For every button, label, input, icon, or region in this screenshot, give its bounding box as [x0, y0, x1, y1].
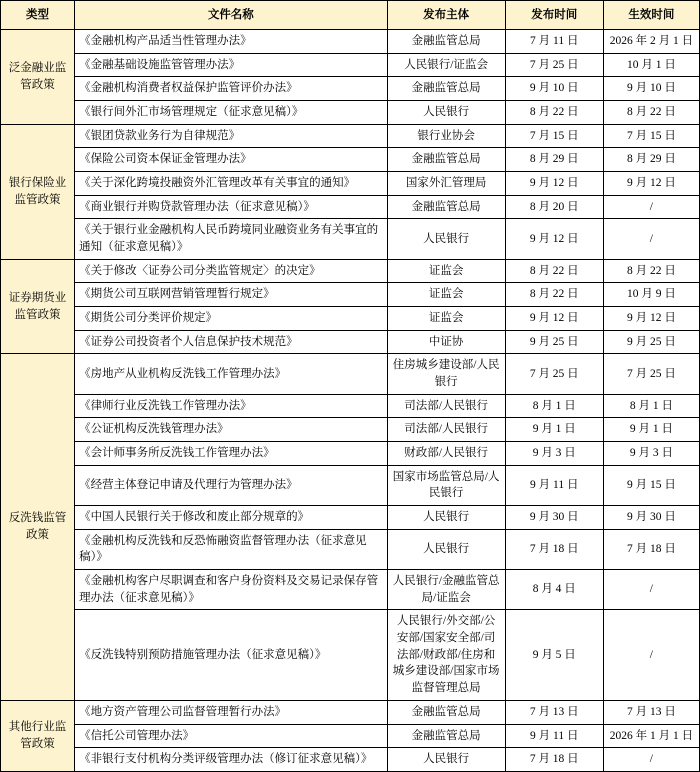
document-name-cell: 《证券公司投资者个人信息保护技术规范》 [75, 330, 387, 354]
table-row [1, 195, 700, 219]
issuer-cell: 司法部/人民银行 [387, 394, 505, 418]
document-name-cell: 《商业银行并购贷款管理办法（征求意见稿）》 [75, 195, 387, 219]
issuer-cell: 银行业协会 [387, 124, 505, 148]
publish-date-cell: 9 月 12 日 [505, 219, 603, 259]
category-cell: 反洗钱监管政策 [1, 354, 75, 700]
issuer-cell: 司法部/人民银行 [387, 418, 505, 442]
issuer-cell: 人民银行 [387, 219, 505, 259]
publish-date-cell: 9 月 5 日 [505, 610, 603, 700]
document-name-cell: 《律师行业反洗钱工作管理办法》 [75, 394, 387, 418]
effective-date-cell: 8 月 22 日 [603, 101, 699, 125]
document-name-cell: 《金融机构消费者权益保护监管评价办法》 [75, 77, 387, 101]
column-header-category: 类型 [1, 1, 75, 30]
publish-date-cell: 8 月 22 日 [505, 283, 603, 307]
table-row [1, 283, 700, 307]
publish-date-cell: 9 月 25 日 [505, 330, 603, 354]
publish-date-cell: 8 月 22 日 [505, 101, 603, 125]
table-row [1, 53, 700, 77]
table-row [1, 30, 700, 54]
table-row [1, 748, 700, 772]
document-name-cell: 《房地产从业机构反洗钱工作管理办法》 [75, 354, 387, 394]
document-name-cell: 《关于修改〈证券公司分类监管规定〉的决定》 [75, 259, 387, 283]
publish-date-cell: 9 月 11 日 [505, 465, 603, 505]
publish-date-cell: 8 月 22 日 [505, 259, 603, 283]
effective-date-cell: 8 月 22 日 [603, 259, 699, 283]
category-cell: 证券期货业监管政策 [1, 259, 75, 354]
table-row [1, 506, 700, 530]
table-row [1, 124, 700, 148]
publish-date-cell: 9 月 12 日 [505, 307, 603, 331]
table-row [1, 570, 700, 610]
table-row [1, 394, 700, 418]
issuer-cell: 金融监管总局 [387, 77, 505, 101]
issuer-cell: 金融监管总局 [387, 700, 505, 724]
document-name-cell: 《金融机构反洗钱和反恐怖融资监督管理办法（征求意见稿）》 [75, 529, 387, 569]
table-row [1, 418, 700, 442]
issuer-cell: 中证协 [387, 330, 505, 354]
effective-date-cell: / [603, 219, 699, 259]
effective-date-cell: 7 月 13 日 [603, 700, 699, 724]
effective-date-cell: 8 月 1 日 [603, 394, 699, 418]
effective-date-cell: / [603, 570, 699, 610]
document-name-cell: 《期货公司分类评价规定》 [75, 307, 387, 331]
column-header-document-name: 文件名称 [75, 1, 387, 30]
publish-date-cell: 7 月 18 日 [505, 529, 603, 569]
issuer-cell: 人民银行/证监会 [387, 53, 505, 77]
effective-date-cell: 9 月 25 日 [603, 330, 699, 354]
effective-date-cell: 2026 年 2 月 1 日 [603, 30, 699, 54]
document-name-cell: 《期货公司互联网营销管理暂行规定》 [75, 283, 387, 307]
table-row [1, 610, 700, 700]
issuer-cell: 国家市场监管总局/人民银行 [387, 465, 505, 505]
document-name-cell: 《反洗钱特别预防措施管理办法（征求意见稿）》 [75, 610, 387, 700]
effective-date-cell: 10 月 9 日 [603, 283, 699, 307]
document-name-cell: 《信托公司管理办法》 [75, 724, 387, 748]
issuer-cell: 金融监管总局 [387, 195, 505, 219]
publish-date-cell: 9 月 1 日 [505, 418, 603, 442]
publish-date-cell: 9 月 11 日 [505, 724, 603, 748]
effective-date-cell: 7 月 15 日 [603, 124, 699, 148]
issuer-cell: 金融监管总局 [387, 148, 505, 172]
publish-date-cell: 7 月 11 日 [505, 30, 603, 54]
issuer-cell: 住房城乡建设部/人民银行 [387, 354, 505, 394]
effective-date-cell: 8 月 29 日 [603, 148, 699, 172]
publish-date-cell: 9 月 30 日 [505, 506, 603, 530]
issuer-cell: 证监会 [387, 307, 505, 331]
effective-date-cell: 9 月 15 日 [603, 465, 699, 505]
table-row [1, 529, 700, 569]
table-row [1, 465, 700, 505]
effective-date-cell: / [603, 748, 699, 772]
document-name-cell: 《会计师事务所反洗钱工作管理办法》 [75, 442, 387, 466]
table-row [1, 700, 700, 724]
issuer-cell: 财政部/人民银行 [387, 442, 505, 466]
document-name-cell: 《公证机构反洗钱管理办法》 [75, 418, 387, 442]
publish-date-cell: 8 月 1 日 [505, 394, 603, 418]
issuer-cell: 证监会 [387, 259, 505, 283]
table-row [1, 442, 700, 466]
issuer-cell: 人民银行 [387, 529, 505, 569]
table-row [1, 172, 700, 196]
document-name-cell: 《中国人民银行关于修改和废止部分规章的》 [75, 506, 387, 530]
document-name-cell: 《地方资产管理公司监督管理暂行办法》 [75, 700, 387, 724]
document-name-cell: 《经营主体登记申请及代理行为管理办法》 [75, 465, 387, 505]
column-header-issuer: 发布主体 [387, 1, 505, 30]
document-name-cell: 《非银行支付机构分类评级管理办法（修订征求意见稿）》 [75, 748, 387, 772]
publish-date-cell: 9 月 3 日 [505, 442, 603, 466]
document-name-cell: 《保险公司资本保证金管理办法》 [75, 148, 387, 172]
document-name-cell: 《金融机构产品适当性管理办法》 [75, 30, 387, 54]
publish-date-cell: 9 月 10 日 [505, 77, 603, 101]
publish-date-cell: 7 月 13 日 [505, 700, 603, 724]
table-row [1, 330, 700, 354]
table-row [1, 148, 700, 172]
issuer-cell: 国家外汇管理局 [387, 172, 505, 196]
table-row [1, 219, 700, 259]
document-name-cell: 《关于深化跨境投融资外汇管理改革有关事宜的通知》 [75, 172, 387, 196]
effective-date-cell: 9 月 10 日 [603, 77, 699, 101]
effective-date-cell: 9 月 30 日 [603, 506, 699, 530]
publish-date-cell: 8 月 20 日 [505, 195, 603, 219]
effective-date-cell: 9 月 3 日 [603, 442, 699, 466]
category-cell: 泛金融业监管政策 [1, 30, 75, 125]
publish-date-cell: 7 月 25 日 [505, 53, 603, 77]
table-body [1, 30, 700, 772]
table-header-row [1, 1, 700, 30]
table-row [1, 77, 700, 101]
publish-date-cell: 7 月 18 日 [505, 748, 603, 772]
effective-date-cell: 2026 年 1 月 1 日 [603, 724, 699, 748]
document-name-cell: 《关于银行业金融机构人民币跨境同业融资业务有关事宜的通知（征求意见稿）》 [75, 219, 387, 259]
effective-date-cell: 7 月 25 日 [603, 354, 699, 394]
table-row [1, 259, 700, 283]
document-name-cell: 《银团贷款业务行为自律规范》 [75, 124, 387, 148]
issuer-cell: 人民银行 [387, 506, 505, 530]
document-name-cell: 《银行间外汇市场管理规定（征求意见稿）》 [75, 101, 387, 125]
table-row [1, 724, 700, 748]
effective-date-cell: / [603, 610, 699, 700]
table-header [1, 1, 700, 30]
publish-date-cell: 9 月 12 日 [505, 172, 603, 196]
category-cell: 其他行业监管政策 [1, 700, 75, 771]
effective-date-cell: 9 月 12 日 [603, 172, 699, 196]
document-name-cell: 《金融基础设施监管管理办法》 [75, 53, 387, 77]
effective-date-cell: 9 月 1 日 [603, 418, 699, 442]
issuer-cell: 人民银行 [387, 748, 505, 772]
table-row [1, 354, 700, 394]
effective-date-cell: 10 月 1 日 [603, 53, 699, 77]
column-header-publish-date: 发布时间 [505, 1, 603, 30]
issuer-cell: 人民银行 [387, 101, 505, 125]
document-name-cell: 《金融机构客户尽职调查和客户身份资料及交易记录保存管理办法（征求意见稿）》 [75, 570, 387, 610]
issuer-cell: 金融监管总局 [387, 30, 505, 54]
table-row [1, 101, 700, 125]
publish-date-cell: 8 月 29 日 [505, 148, 603, 172]
issuer-cell: 金融监管总局 [387, 724, 505, 748]
column-header-effective-date: 生效时间 [603, 1, 699, 30]
effective-date-cell: 7 月 18 日 [603, 529, 699, 569]
publish-date-cell: 7 月 15 日 [505, 124, 603, 148]
effective-date-cell: 9 月 12 日 [603, 307, 699, 331]
category-cell: 银行保险业监管政策 [1, 124, 75, 259]
table-row [1, 307, 700, 331]
effective-date-cell: / [603, 195, 699, 219]
publish-date-cell: 8 月 4 日 [505, 570, 603, 610]
issuer-cell: 证监会 [387, 283, 505, 307]
publish-date-cell: 7 月 25 日 [505, 354, 603, 394]
issuer-cell: 人民银行/外交部/公安部/国家安全部/司法部/财政部/住房和城乡建设部/国家市场监督管理总局 [387, 610, 505, 700]
issuer-cell: 人民银行/金融监管总局/证监会 [387, 570, 505, 610]
